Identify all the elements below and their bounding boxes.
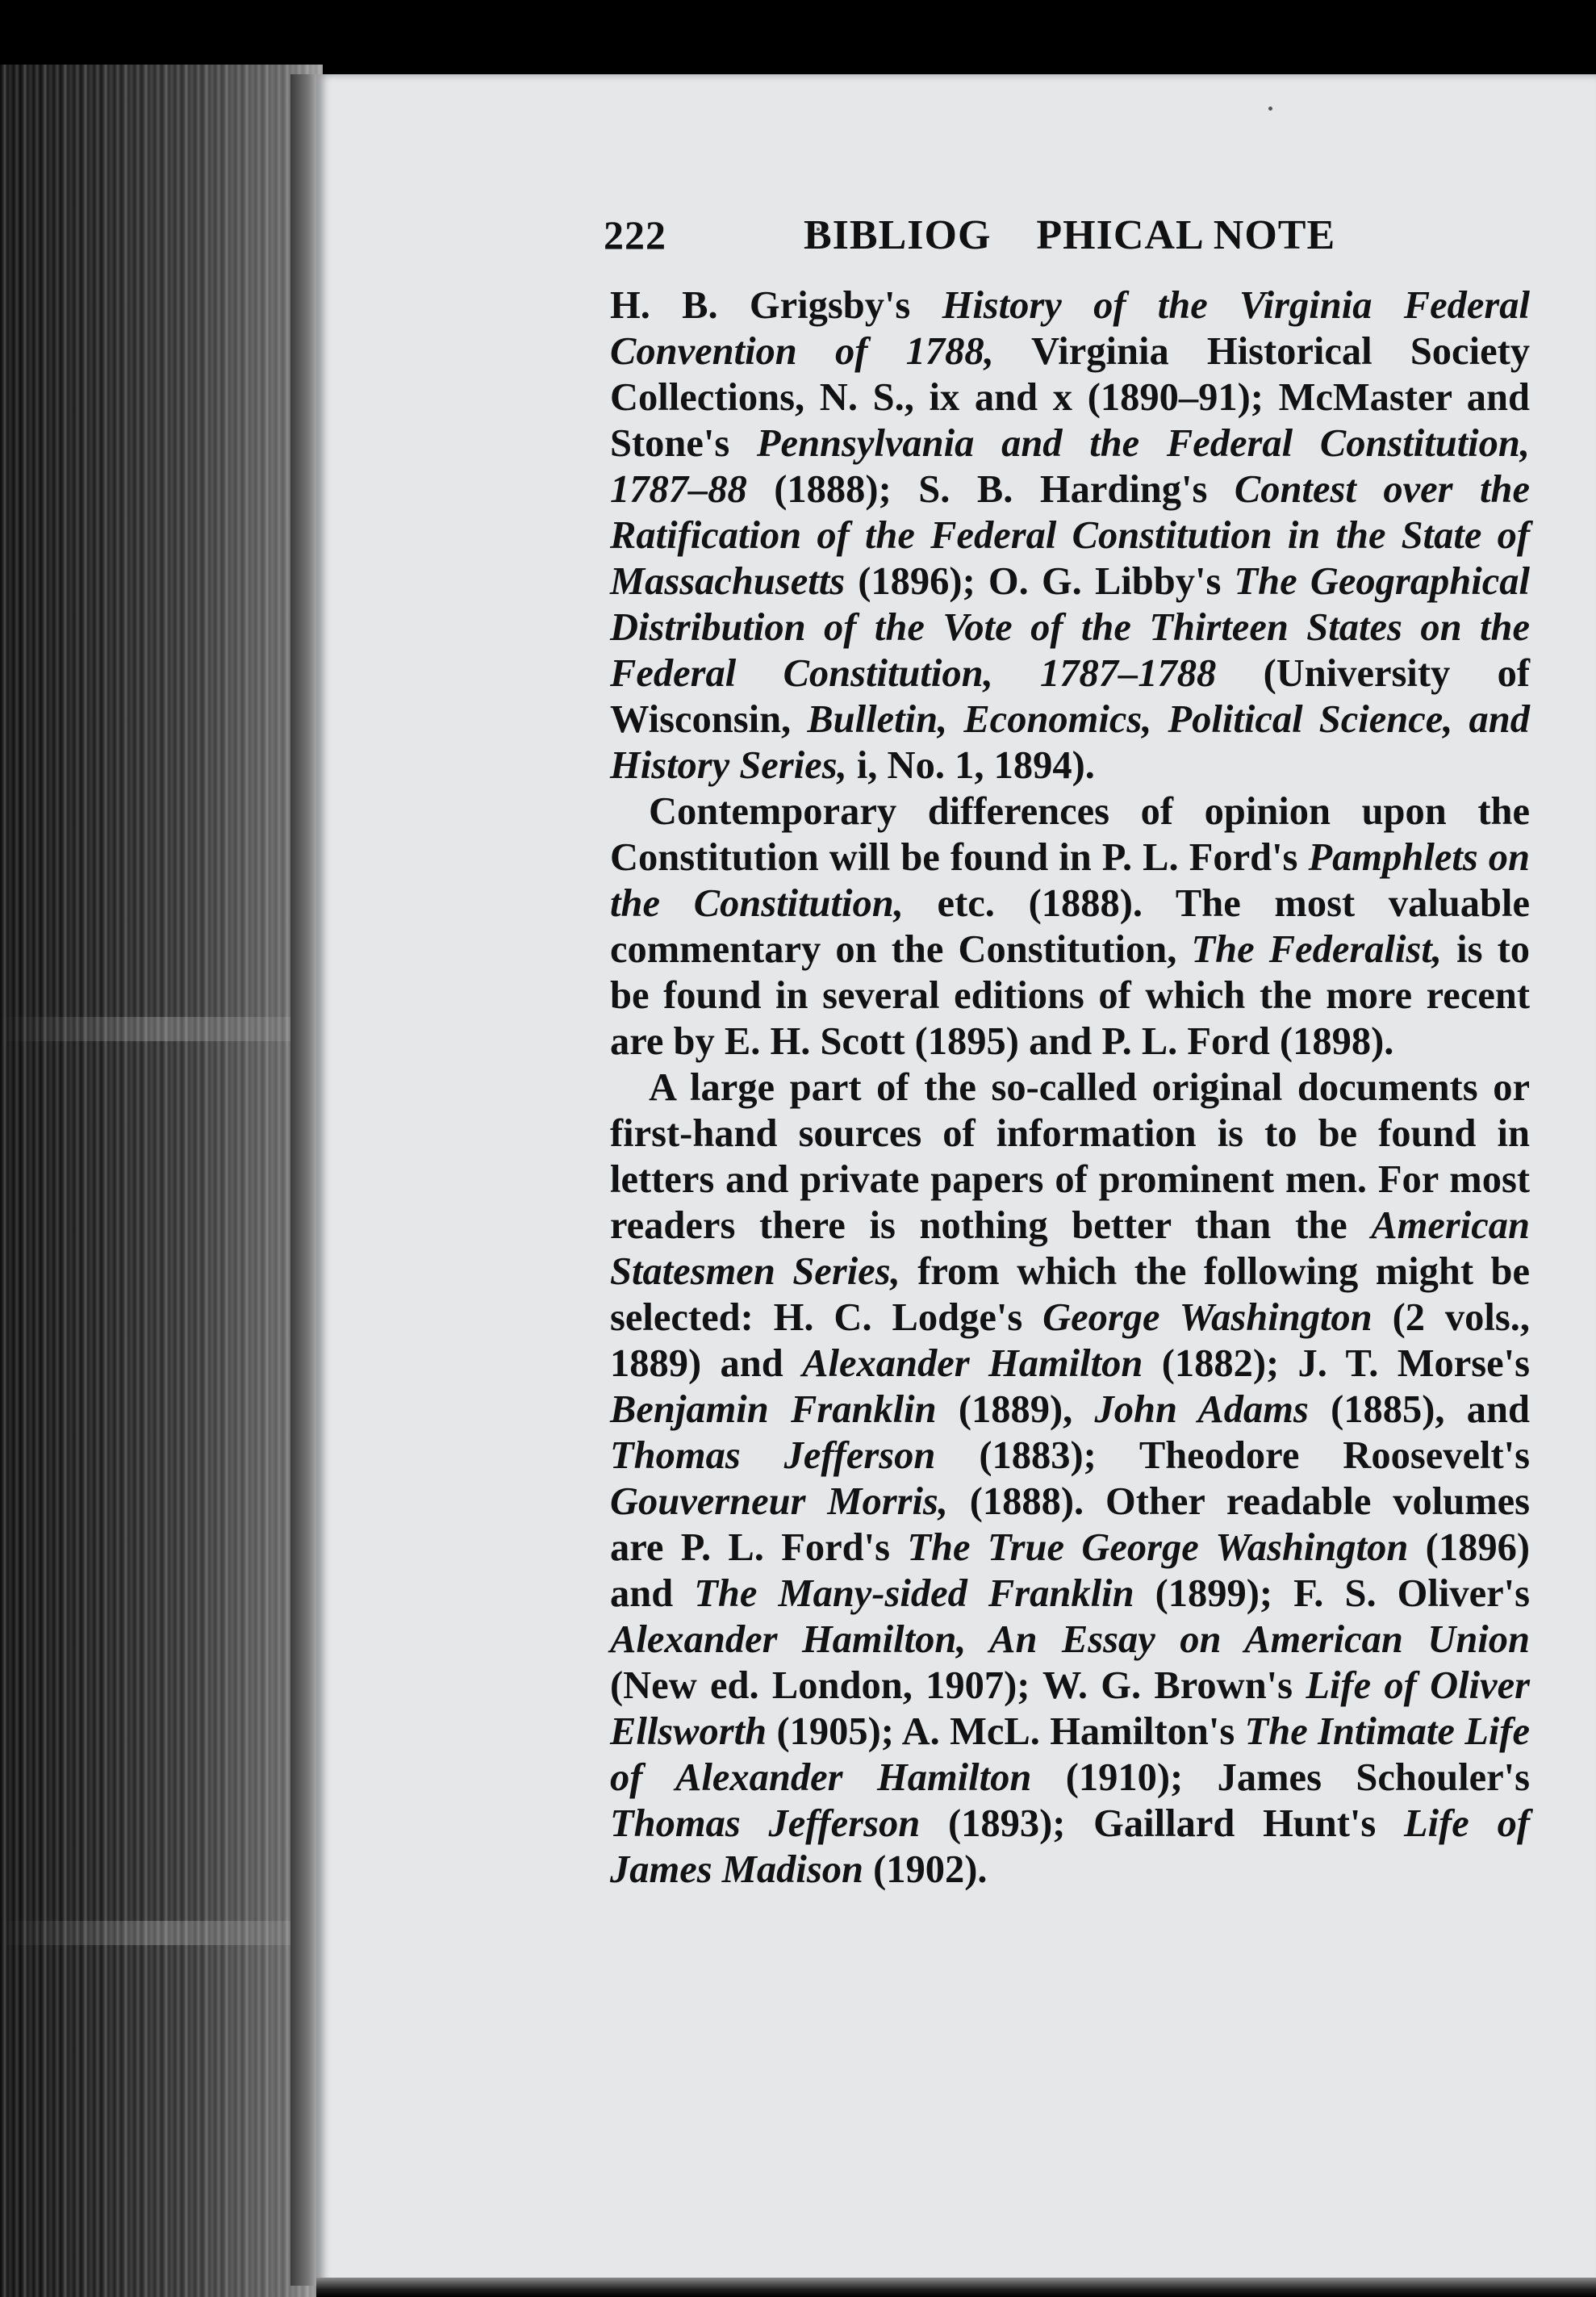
italic-title-text: Bulletin, Economics, Political Science, and History Series, — [610, 698, 1531, 787]
italic-title-text: Life of James Madison — [610, 1802, 1530, 1891]
paragraph — [610, 1065, 1530, 1893]
page-bottom-edge — [316, 2278, 1596, 2297]
text-segment: from which the following might be selected: H. C. Lodge's — [610, 1250, 1530, 1339]
text-segment: (1902). — [863, 1848, 988, 1891]
text-segment: is to be found in several editions of which the more recent are by E. H. Scott (1895) and P. L. Ford (1898). — [610, 928, 1531, 1063]
italic-title-text: Thomas Jefferson — [610, 1434, 936, 1477]
text-segment: (1888). Other readable volumes are P. L. Ford's — [610, 1480, 1531, 1569]
text-segment: (1882); J. T. Morse's — [1143, 1342, 1530, 1385]
italic-title-text: The Many-sided Franklin — [694, 1572, 1134, 1615]
italic-title-text: Thomas Jefferson — [610, 1802, 921, 1845]
text-segment: Virginia Historical Society Collections, N. S., ix and x (1890–91); McMaster and Stone's — [610, 330, 1530, 465]
spine-highlight — [0, 1017, 323, 1041]
italic-title-text: History of the Virginia Federal Convention of 1788, — [610, 284, 1530, 373]
text-segment: (1893); Gaillard Hunt's — [920, 1802, 1405, 1845]
text-segment: etc. (1888). The most valuable commentary on the Constitution, — [610, 882, 1531, 971]
text-segment: i, No. 1, 1894). — [846, 744, 1095, 787]
text-segment: (2 vols., 1889) and — [610, 1296, 1530, 1385]
text-segment: (1899); F. S. Oliver's — [1134, 1572, 1530, 1615]
book-spine — [0, 65, 323, 2297]
text-segment: A large part of the so-called original documents or first-hand sources of information is to be found in letters and private papers of prominent men. For most readers there is nothing better than the — [610, 1066, 1530, 1247]
text-segment: (1889), — [936, 1388, 1095, 1431]
italic-title-text: The Federalist, — [1191, 928, 1442, 971]
italic-title-text: George Washington — [1042, 1296, 1372, 1339]
italic-title-text: John Adams — [1094, 1388, 1309, 1431]
text-segment: (1905); A. McL. Hamilton's — [767, 1710, 1245, 1753]
text-segment: (University of Wisconsin, — [610, 652, 1530, 741]
text-segment: H. B. Grigsby's — [610, 284, 942, 327]
text-segment: (1896) and — [610, 1526, 1530, 1615]
italic-title-text: The Geographical Distribution of the Vote of the Thirteen States on the Federal Constitution, 1787–1788 — [610, 560, 1530, 695]
scan-top-border — [0, 0, 1596, 74]
paragraph — [610, 789, 1530, 1065]
italic-title-text: Contest over the Ratification of the Federal Constitution in the State of Massachusetts — [610, 468, 1530, 603]
italic-title-text: American Statesmen Series, — [610, 1204, 1530, 1293]
text-segment: (1910); James Schouler's — [1031, 1756, 1530, 1799]
italic-title-text: Pamphlets on the Constitution, — [610, 836, 1530, 925]
paper-speck — [1268, 107, 1272, 111]
body-text — [610, 282, 1530, 1893]
italic-title-text: Alexander Hamilton — [802, 1342, 1143, 1385]
text-segment: (1896); O. G. Libby's — [845, 560, 1235, 603]
paragraph — [610, 282, 1530, 789]
italic-title-text: Pennsylvania and the Federal Constitution, 1787–88 — [610, 422, 1530, 511]
italic-title-text: The True George Washington — [907, 1526, 1409, 1569]
italic-title-text: The Intimate Life of Alexander Hamilton — [610, 1710, 1530, 1799]
italic-title-text: Alexander Hamilton, An Essay on American Union — [610, 1618, 1530, 1661]
text-segment: (1885), and — [1308, 1388, 1530, 1431]
running-header — [604, 211, 1507, 268]
spine-highlight — [0, 1921, 323, 1945]
page-number: 222 — [604, 212, 666, 257]
text-segment: (1883); Theodore Roosevelt's — [935, 1434, 1530, 1477]
italic-title-text: Life of Oliver Ellsworth — [610, 1664, 1530, 1753]
text-segment: Contemporary differences of opinion upon the Constitution will be found in P. L. Ford's — [610, 790, 1530, 879]
italic-title-text: Gouverneur Morris, — [610, 1480, 948, 1523]
italic-title-text: Benjamin Franklin — [610, 1388, 937, 1431]
text-segment: (1888); S. B. Harding's — [746, 468, 1235, 511]
text-segment: (New ed. London, 1907); W. G. Brown's — [610, 1664, 1306, 1707]
running-head-title: BIBLIOG PHICAL NOTE — [804, 212, 1336, 258]
